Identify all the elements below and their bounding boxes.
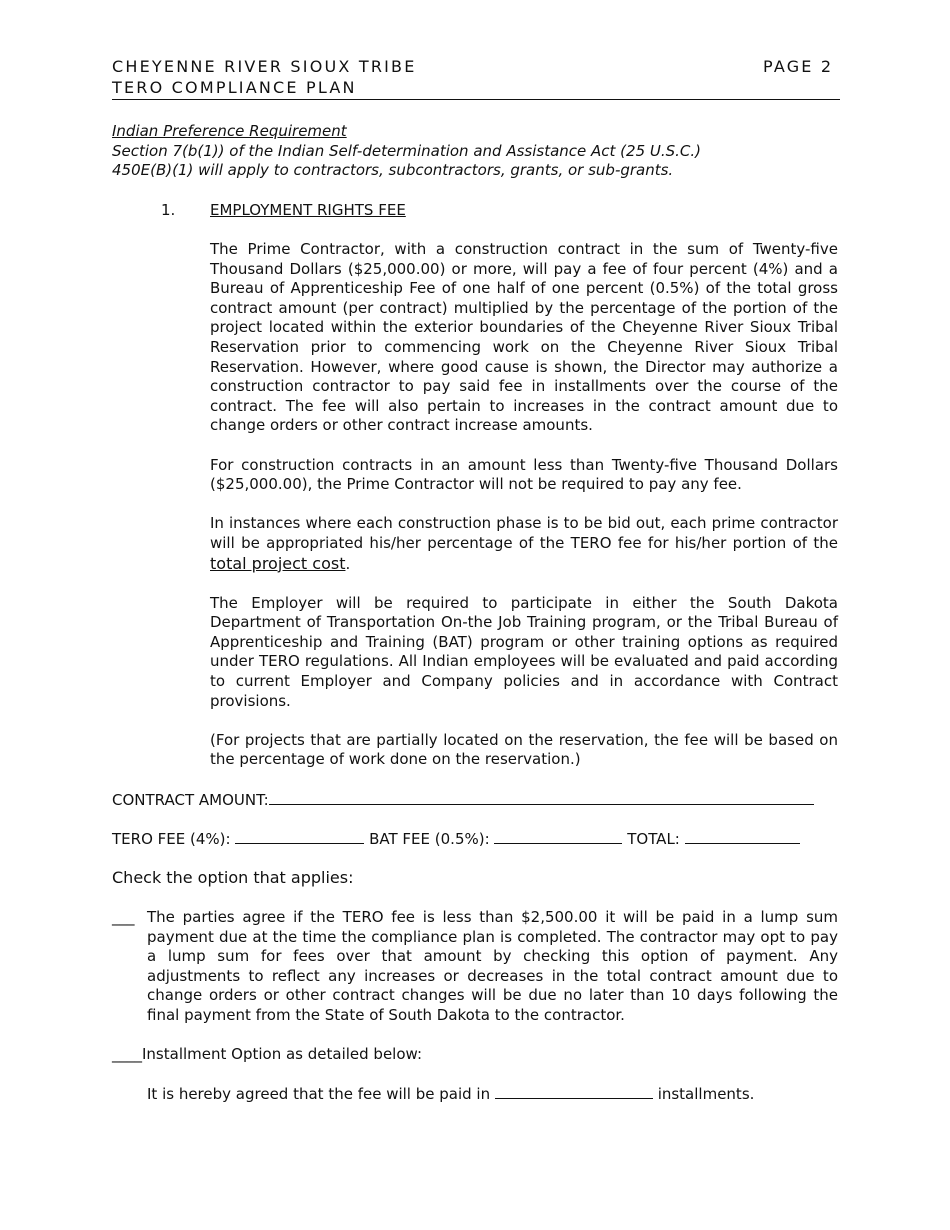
bat-fee-field[interactable] bbox=[494, 829, 622, 844]
preference-line-2: 450E(B)(1) will apply to contractors, subcontractors, grants, or sub-grants. bbox=[112, 161, 674, 180]
contract-amount-label: CONTRACT AMOUNT: bbox=[112, 791, 269, 809]
header-plan: TERO COMPLIANCE PLAN bbox=[112, 78, 357, 97]
paragraph-phases-end: . bbox=[345, 554, 351, 573]
section-number: 1. bbox=[161, 201, 176, 219]
total-label: TOTAL: bbox=[627, 830, 680, 848]
paragraph-small-contracts: For construction contracts in an amount less than Twenty-five Thousand Dollars ($25,000.00), the Prime Contractor will not be required to pay any fee. bbox=[210, 455, 838, 494]
header-org: CHEYENNE RIVER SIOUX TRIBE bbox=[112, 57, 417, 76]
section-paragraphs bbox=[210, 240, 838, 770]
contract-amount-field[interactable] bbox=[269, 790, 814, 805]
fee-row bbox=[112, 829, 800, 850]
contract-amount-row bbox=[112, 790, 814, 811]
option-1-checkbox[interactable]: ___ bbox=[112, 908, 135, 926]
option-2-text: Installment Option as detailed below: bbox=[142, 1045, 423, 1063]
paragraph-fee-terms: The Prime Contractor, with a construction contract in the sum of Twenty-five Thousand Dollars ($25,000.00) or more, will pay a fee of four percent (4%) and a Bureau of Apprenticeship Fee of one half of one percent (0.5%) of the total gross contract amount (per contract) multiplied by the percentage of the portion of the project located within the exterior boundaries of the Cheyenne River Sioux Tribal Reservation prior to commencing work on the Cheyenne River Sioux Tribal Reservation. However, where good cause is shown, the Director may authorize a construction contractor to pay said fee in installments over the course of the contract. The fee will also pertain to increases in the contract amount due to change orders or other contract increase amounts. bbox=[210, 240, 838, 435]
installment-row bbox=[147, 1084, 754, 1105]
preference-block bbox=[112, 122, 842, 181]
bat-fee-label: BAT FEE (0.5%): bbox=[369, 830, 490, 848]
check-prompt: Check the option that applies: bbox=[112, 868, 354, 887]
paragraph-training: The Employer will be required to participate in either the South Dakota Department of Transportation On-the Job Training program, or the Tribal Bureau of Apprenticeship and Training (BAT) program or other training options as required under TERO regulations. All Indian employees will be evaluated and paid according to current Employer and Company policies and in accordance with Contract provisions. bbox=[210, 593, 838, 710]
page-number: PAGE 2 bbox=[763, 57, 834, 76]
paragraph-phases bbox=[210, 514, 838, 574]
tero-fee-label: TERO FEE (4%): bbox=[112, 830, 231, 848]
option-2-checkbox[interactable]: ____ bbox=[112, 1045, 142, 1063]
installment-count-field[interactable] bbox=[495, 1084, 653, 1099]
option-2-row bbox=[112, 1045, 422, 1065]
preference-heading: Indian Preference Requirement bbox=[112, 122, 347, 140]
header-rule bbox=[112, 99, 840, 100]
paragraph-phases-text: In instances where each construction phase is to be bid out, each prime contractor will be appropriated his/her percentage of the TERO fee for his/her portion of the bbox=[210, 514, 838, 552]
total-project-cost-text: total project cost bbox=[210, 553, 346, 573]
paragraph-partial-reservation: (For projects that are partially located on the reservation, the fee will be based on the percentage of work done on the reservation.) bbox=[210, 730, 838, 769]
option-1-text: The parties agree if the TERO fee is less than $2,500.00 it will be paid in a lump sum payment due at the time the compliance plan is completed. The contractor may opt to pay a lump sum for fees over that amount by checking this option of payment. Any adjustments to reflect any increases or decreases in the total contract amount due to change orders or other contract changes will be due no later than 10 days following the final payment from the State of South Dakota to the contractor. bbox=[147, 908, 838, 1024]
total-field[interactable] bbox=[685, 829, 800, 844]
installment-text-post: installments. bbox=[657, 1085, 755, 1103]
section-title: EMPLOYMENT RIGHTS FEE bbox=[210, 201, 406, 219]
installment-text-pre: It is hereby agreed that the fee will be paid in bbox=[147, 1085, 491, 1103]
tero-fee-field[interactable] bbox=[235, 829, 364, 844]
preference-line-1: Section 7(b(1)) of the Indian Self-determination and Assistance Act (25 U.S.C.) bbox=[112, 141, 702, 160]
